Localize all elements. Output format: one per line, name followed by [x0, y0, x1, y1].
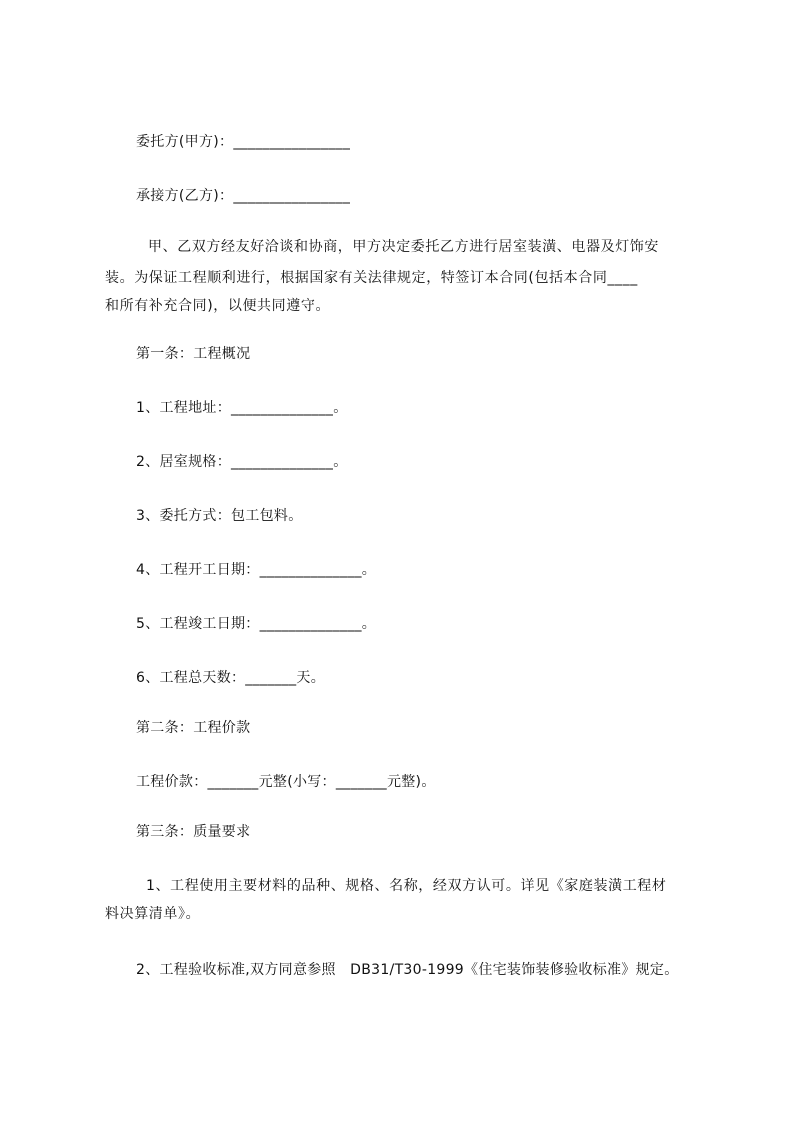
article-1-item-6: 6、工程总天数：_______天。	[136, 670, 326, 686]
article-1-item-3: 3、委托方式：包工包料。	[136, 508, 303, 524]
article-1-item-2: 2、居室规格：______________。	[136, 454, 348, 470]
article-1-item-5: 5、工程竣工日期：______________。	[136, 616, 377, 632]
intro-line-3: 和所有补充合同)，以便共同遵守。	[105, 298, 331, 314]
article-1-item-4: 4、工程开工日期：______________。	[136, 562, 377, 578]
article-1-item-1: 1、工程地址：______________。	[136, 400, 348, 416]
party-a-line: 委托方(甲方)：________________	[136, 134, 351, 150]
party-b-line: 承接方(乙方)：________________	[136, 188, 351, 204]
intro-line-1: 甲、乙双方经友好洽谈和协商，甲方决定委托乙方进行居室装潢、电器及灯饰安	[148, 239, 659, 255]
intro-line-2: 装。为保证工程顺利进行，根据国家有关法律规定，特签订本合同(包括本合同____	[105, 270, 638, 286]
article-2-price: 工程价款：_______元整(小写：_______元整)。	[136, 774, 436, 790]
article-1-heading: 第一条：工程概况	[136, 346, 251, 362]
article-3-item-1-line-1: 1、工程使用主要材料的品种、规格、名称，经双方认可。详见《家庭装潢工程材	[146, 878, 667, 894]
article-3-item-1-line-2: 料决算清单》。	[105, 906, 201, 922]
article-2-heading: 第二条：工程价款	[136, 720, 251, 736]
article-3-item-2: 2、工程验收标准,双方同意参照 DB31/T30-1999《住宅装饰装修验收标准》规定。	[136, 962, 679, 978]
article-3-heading: 第三条：质量要求	[136, 824, 251, 840]
